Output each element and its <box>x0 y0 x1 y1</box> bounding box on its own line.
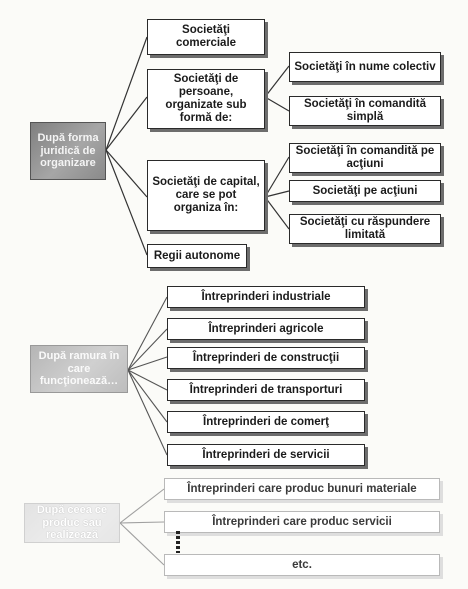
box-comandita-actiuni: Societăţi în comandită pe acţiuni <box>289 143 441 173</box>
box-societati-actiuni: Societăţi pe acţiuni <box>289 180 441 202</box>
box-intreprinderi-agricole: Întreprinderi agricole <box>167 318 365 340</box>
ellipsis-dots <box>176 531 180 553</box>
connector <box>120 523 164 565</box>
category-branch: După ramura în care funcţionează… <box>30 345 128 393</box>
connector <box>106 150 147 255</box>
connector <box>120 522 164 523</box>
box-intreprinderi-comert: Întreprinderi de comerţ <box>167 411 365 433</box>
connector <box>128 370 167 455</box>
box-produc-servicii: Întreprinderi care produc servicii <box>164 511 440 533</box>
box-societati-persoane: Societăţi de persoane, organizate sub formă de: <box>147 69 265 129</box>
box-bunuri-materiale: Întreprinderi care produc bunuri materiale <box>164 478 440 500</box>
connector <box>128 357 167 370</box>
box-comandita-simpla: Societăţi în comandită simplă <box>289 96 441 126</box>
connector <box>265 191 289 197</box>
box-regii-autonome: Regii autonome <box>147 244 247 268</box>
box-nume-colectiv: Societăţi în nume colectiv <box>289 52 441 82</box>
connector <box>106 150 147 197</box>
box-intreprinderi-transporturi: Întreprinderi de transporturi <box>167 379 365 401</box>
connector <box>265 157 289 197</box>
connector <box>265 197 289 229</box>
connector <box>106 37 147 150</box>
box-societati-capital: Societăţi de capital, care se pot organiza în: <box>147 160 265 231</box>
category-legal-form: După forma juridică de organizare <box>30 122 106 180</box>
connector <box>128 329 167 370</box>
box-societati-comerciale: Societăţi comerciale <box>147 19 265 55</box>
connector <box>128 370 167 390</box>
connector <box>120 489 164 523</box>
connector <box>128 370 167 422</box>
connector <box>106 97 147 150</box>
box-etc: etc. <box>164 554 440 576</box>
connector <box>128 297 167 370</box>
category-output: După ceea ce produc sau realizează <box>24 503 120 543</box>
box-intreprinderi-constructii: Întreprinderi de construcţii <box>167 347 365 369</box>
box-intreprinderi-servicii: Întreprinderi de servicii <box>167 444 365 466</box>
connector <box>265 97 289 111</box>
box-raspundere-limitata: Societăţi cu răspundere limitată <box>289 214 441 244</box>
box-intreprinderi-industriale: Întreprinderi industriale <box>167 286 365 308</box>
connector <box>265 66 289 97</box>
